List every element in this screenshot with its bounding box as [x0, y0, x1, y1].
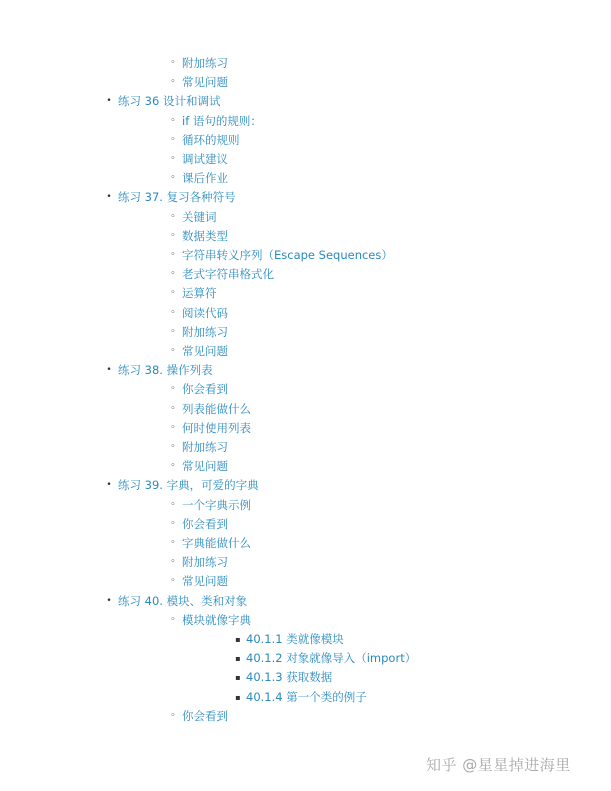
list-bullet-icon: ◦ — [170, 211, 176, 222]
watermark: 知乎 @星星掉进海里 — [426, 756, 571, 774]
toc-link[interactable]: 一个字典示例 — [182, 497, 251, 512]
list-bullet-icon: ◦ — [170, 134, 176, 145]
list-bullet-icon: ◦ — [170, 288, 176, 299]
toc-link[interactable]: 常见问题 — [182, 459, 228, 474]
toc-link[interactable]: 列表能做什么 — [182, 401, 251, 416]
list-bullet-icon: ◦ — [170, 710, 176, 721]
toc-link[interactable]: 附加练习 — [182, 555, 228, 570]
toc-link[interactable]: 阅读代码 — [182, 305, 228, 320]
toc-link[interactable]: 练习 40. 模块、类和对象 — [118, 593, 248, 608]
list-bullet-icon: • — [106, 96, 112, 107]
toc-item-level-2[interactable] — [170, 380, 228, 399]
toc-item-level-2[interactable] — [170, 515, 228, 534]
toc-link[interactable]: 40.1.1 类就像模块 — [246, 632, 344, 646]
toc-item-level-1[interactable] — [106, 92, 221, 111]
toc-item-level-2[interactable] — [170, 265, 274, 284]
toc-link[interactable]: 数据类型 — [182, 228, 228, 243]
toc-link[interactable]: 调试建议 — [182, 152, 228, 166]
toc-item-level-2[interactable] — [170, 73, 228, 92]
toc-item-level-1[interactable] — [106, 592, 248, 611]
list-bullet-icon: ◦ — [170, 77, 176, 88]
toc-link[interactable]: 40.1.3 获取数据 — [246, 670, 333, 685]
toc-item-level-2[interactable] — [170, 284, 217, 303]
toc-item-level-3[interactable] — [235, 668, 333, 687]
toc-link[interactable]: 关键词 — [182, 209, 217, 224]
toc-item-level-1[interactable] — [106, 188, 236, 207]
list-bullet-icon: ◦ — [170, 250, 176, 260]
toc-link[interactable]: 常见问题 — [182, 574, 228, 589]
list-bullet-icon: ◦ — [170, 576, 176, 587]
list-bullet-icon: ◦ — [170, 403, 176, 414]
toc-item-level-2[interactable] — [170, 131, 240, 150]
list-bullet-icon: ◦ — [170, 115, 176, 126]
toc-item-level-2[interactable] — [170, 553, 228, 572]
toc-link[interactable]: 何时使用列表 — [182, 420, 251, 435]
toc-link[interactable]: 老式字符串格式化 — [182, 267, 274, 282]
list-bullet-icon: ◦ — [170, 557, 176, 568]
toc-link[interactable]: 模块就像字典 — [182, 612, 251, 627]
list-bullet-icon: • — [106, 192, 112, 203]
toc-item-level-1[interactable] — [106, 361, 213, 380]
toc-link[interactable]: 附加练习 — [182, 324, 228, 339]
list-bullet-icon: ◦ — [170, 384, 176, 395]
toc-link[interactable]: 你会看到 — [182, 516, 228, 531]
toc-link[interactable]: 附加练习 — [182, 440, 228, 454]
list-bullet-icon: ◦ — [170, 499, 176, 510]
list-bullet-icon: ◦ — [170, 230, 176, 241]
toc-link[interactable]: if 语句的规则： — [182, 113, 262, 128]
toc-link[interactable]: 字典能做什么 — [182, 536, 251, 550]
toc-item-level-2[interactable] — [170, 534, 251, 553]
toc-item-level-2[interactable] — [170, 572, 228, 591]
toc-link[interactable]: 课后作业 — [182, 171, 228, 186]
toc-item-level-1[interactable] — [106, 476, 259, 495]
list-bullet-icon: ◦ — [170, 518, 176, 529]
list-bullet-icon: ◦ — [170, 269, 176, 280]
toc-item-level-2[interactable] — [170, 707, 228, 726]
list-bullet-icon: • — [106, 480, 112, 491]
toc-link[interactable]: 40.1.4 第一个类的例子 — [246, 689, 367, 704]
toc-item-level-3[interactable] — [235, 630, 344, 649]
toc-link[interactable]: 常见问题 — [182, 75, 228, 90]
list-bullet-icon: ◦ — [170, 307, 176, 318]
list-bullet-icon: ◦ — [170, 442, 176, 452]
toc-item-level-2[interactable] — [170, 304, 228, 323]
list-bullet-icon: ◦ — [170, 346, 176, 356]
toc-link[interactable]: 常见问题 — [182, 344, 228, 358]
toc-item-level-3[interactable] — [235, 649, 417, 668]
toc-item-level-2[interactable] — [170, 323, 228, 342]
list-bullet-icon: • — [106, 595, 112, 606]
list-bullet-icon: ▪ — [235, 692, 241, 702]
toc-link[interactable]: 练习 36 设计和调试 — [118, 94, 221, 109]
toc-item-level-2[interactable] — [170, 419, 251, 438]
list-bullet-icon: ◦ — [170, 326, 176, 337]
list-bullet-icon: ◦ — [170, 173, 176, 184]
toc-item-level-2[interactable] — [170, 457, 228, 476]
toc-link[interactable]: 练习 38. 操作列表 — [118, 363, 213, 378]
toc-link[interactable]: 字符串转义序列（Escape Sequences） — [182, 248, 393, 262]
toc-item-level-2[interactable] — [170, 150, 228, 169]
list-bullet-icon: ◦ — [170, 538, 176, 548]
toc-item-level-2[interactable] — [170, 169, 228, 188]
list-bullet-icon: ◦ — [170, 154, 176, 164]
toc-item-level-2[interactable] — [170, 54, 228, 73]
list-bullet-icon: • — [106, 365, 112, 376]
list-bullet-icon: ◦ — [170, 422, 176, 433]
toc-item-level-2[interactable] — [170, 112, 262, 131]
toc-link[interactable]: 附加练习 — [182, 56, 228, 70]
list-bullet-icon: ▪ — [235, 635, 241, 644]
list-bullet-icon: ◦ — [170, 58, 176, 68]
toc-link[interactable]: 循环的规则 — [182, 132, 240, 147]
toc-link[interactable]: 你会看到 — [182, 382, 228, 397]
toc-item-level-2[interactable] — [170, 400, 251, 419]
toc-item-level-2[interactable] — [170, 342, 228, 361]
toc-item-level-2[interactable] — [170, 208, 217, 227]
list-bullet-icon: ▪ — [235, 654, 241, 664]
toc-link[interactable]: 你会看到 — [182, 708, 228, 723]
list-bullet-icon: ◦ — [170, 461, 176, 472]
toc-item-level-2[interactable] — [170, 246, 393, 265]
toc-item-level-3[interactable] — [235, 688, 367, 707]
toc-item-level-2[interactable] — [170, 496, 251, 515]
toc-link[interactable]: 运算符 — [182, 286, 217, 301]
list-bullet-icon: ▪ — [235, 673, 241, 683]
toc-link[interactable]: 练习 37. 复习各种符号 — [118, 190, 236, 205]
toc-link[interactable]: 40.1.2 对象就像导入（import） — [246, 651, 417, 666]
toc-item-level-2[interactable] — [170, 227, 228, 246]
toc-item-level-2[interactable] — [170, 438, 228, 457]
toc-link[interactable]: 练习 39. 字典，可爱的字典 — [118, 478, 259, 493]
toc-item-level-2[interactable] — [170, 611, 251, 630]
list-bullet-icon: ◦ — [170, 614, 176, 625]
